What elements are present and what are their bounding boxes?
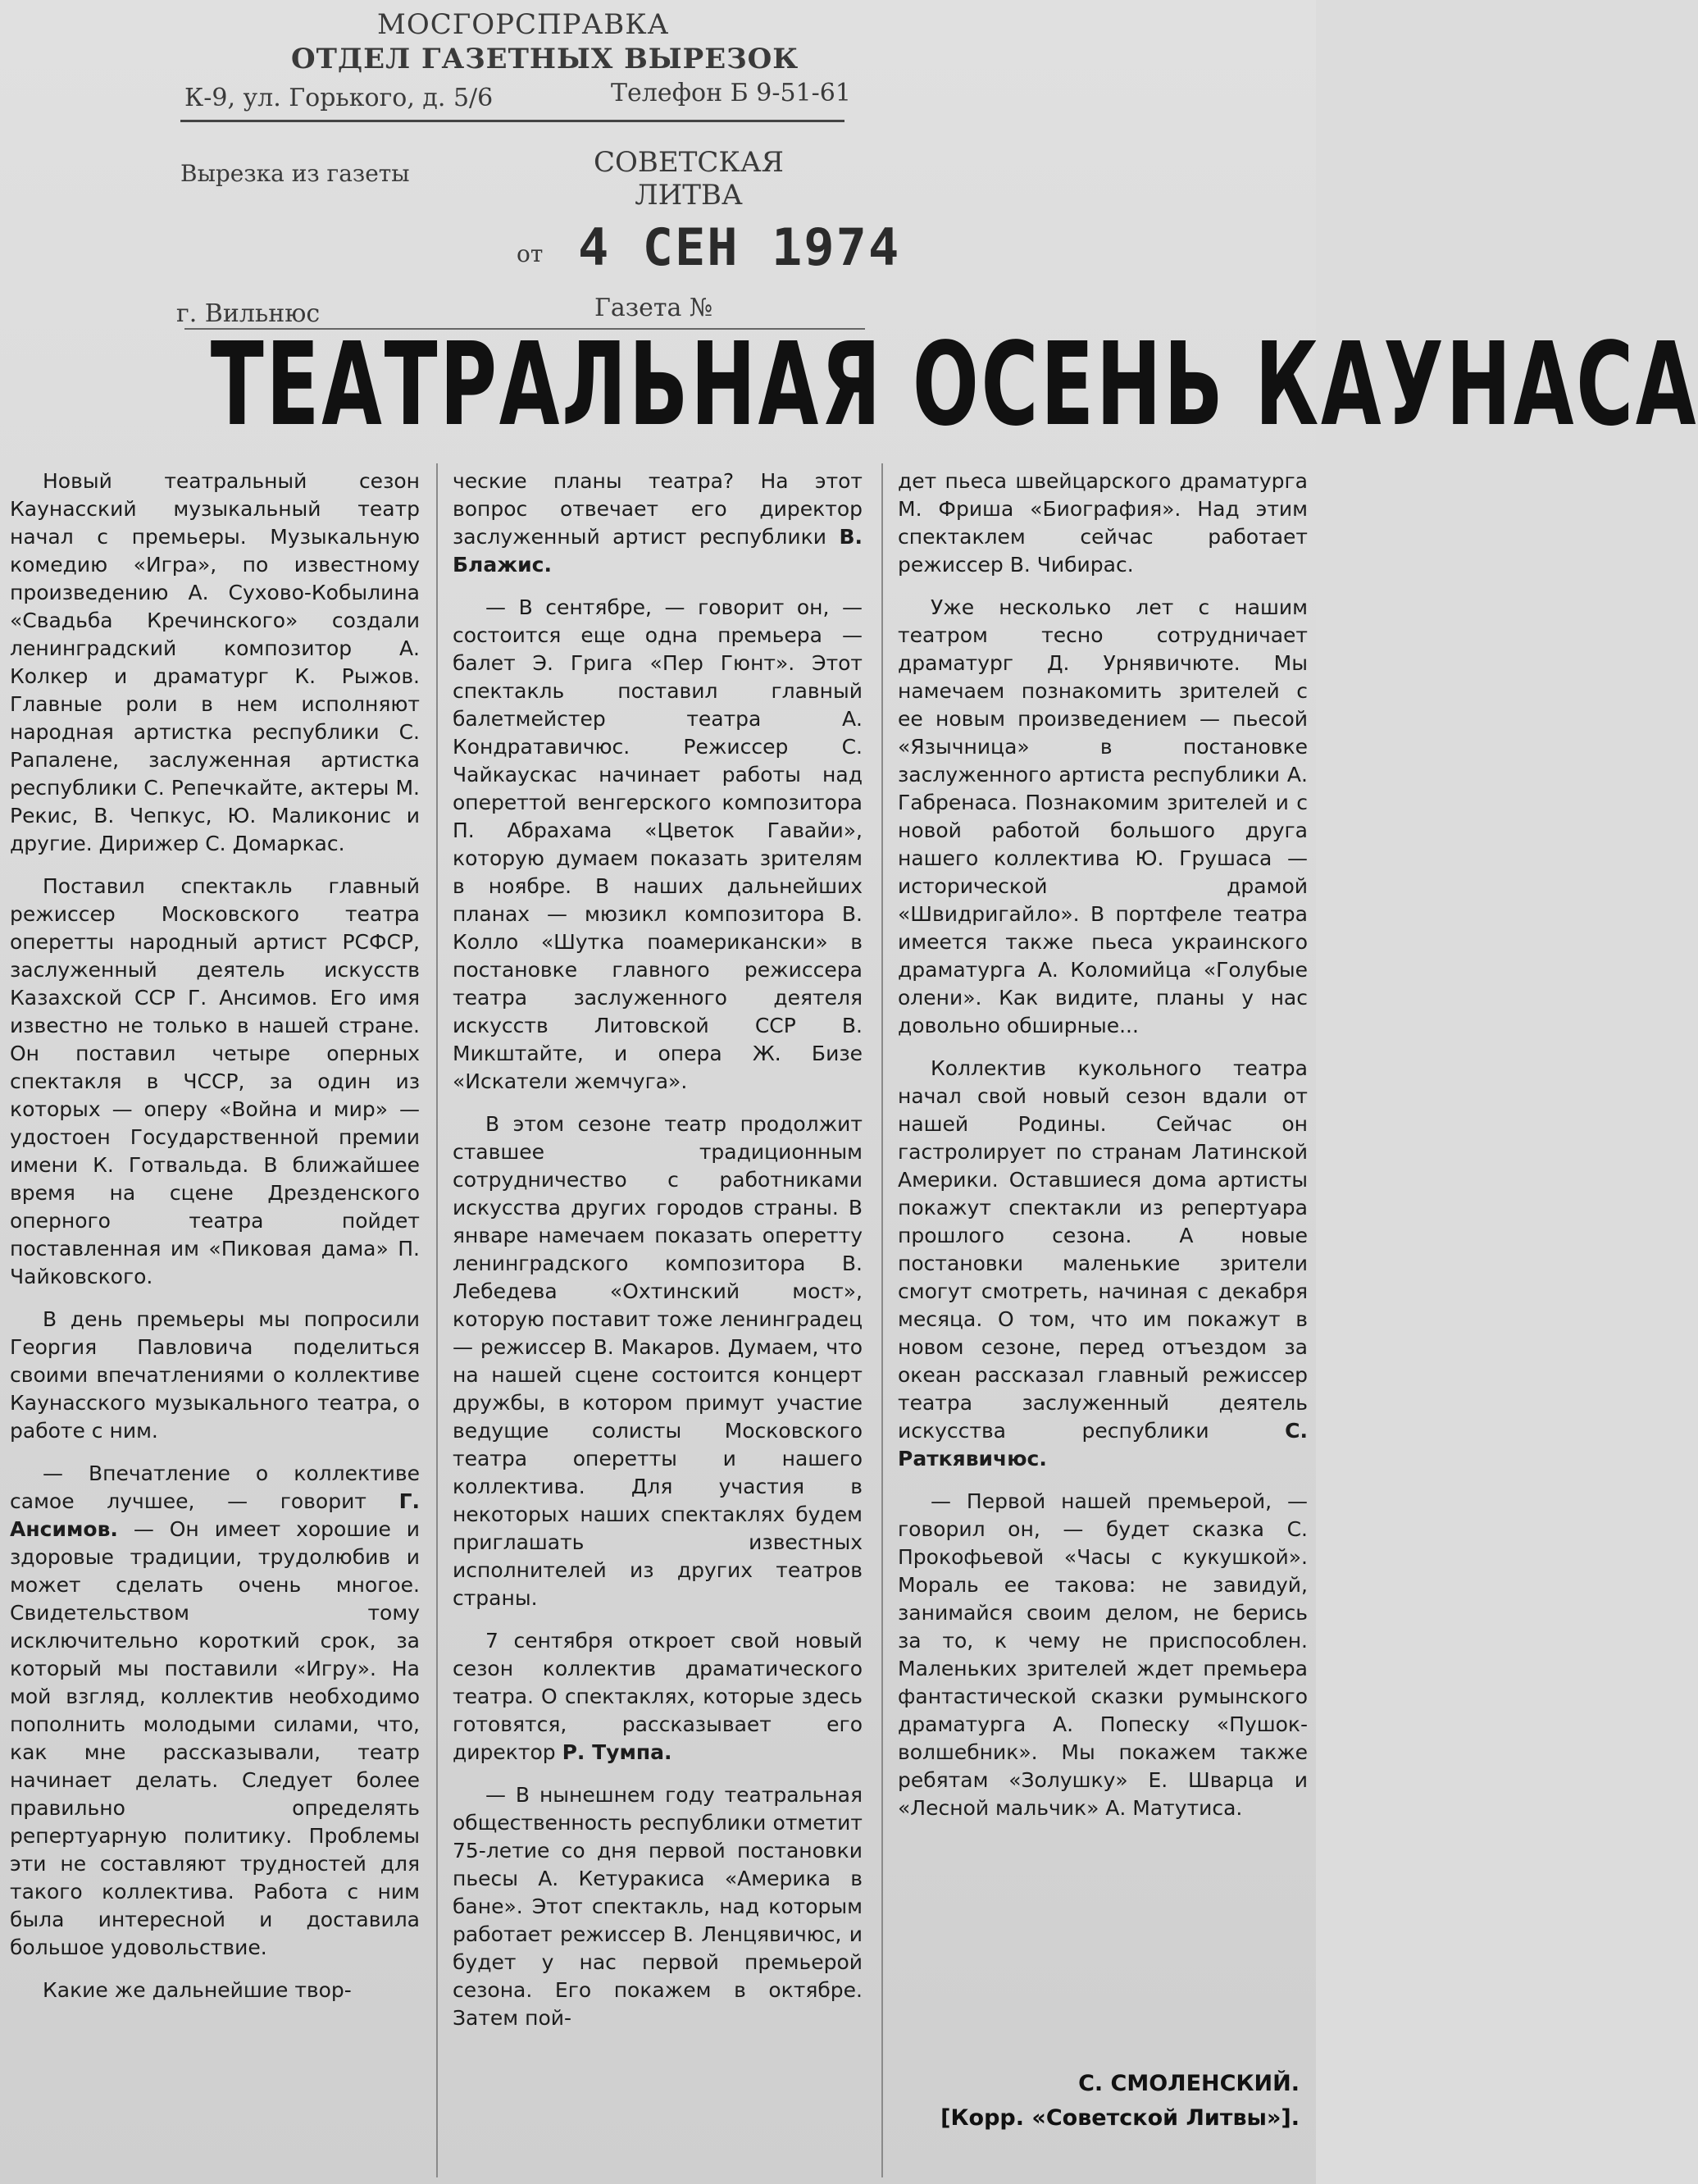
stamp-newspaper-name: СОВЕТСКАЯ ЛИТВА bbox=[594, 146, 784, 212]
quote-text: — Он имеет хорошие и здоровые традиции, трудолюбив и может сделать очень многое. Свидетельством тому исключительно короткий срок, за который мы поставили «Игру». На мой взгляд, коллектив необходимо пополнить молодыми силами, что, как мне рассказывали, театр начинает делать. Следует более правильно определять репертуарную политику. Проблемы эти не составляют трудностей для такого коллектива. Работа с ним была интересной и доставила большое удовольствие. bbox=[10, 1517, 421, 1959]
paragraph: В этом сезоне театр продолжит ставшее традиционным сотрудничество с работниками искусства других городов страны. В январе намечаем показать оперетту ленинградского композитора В. Лебедева «Охтинский мост», которую поставит тоже ленинградец — режиссер В. Макаров. Думаем, что на нашей сцене состоится концерт дружбы, в котором примут участие ведущие солисты Московского театра оперетты и нашего коллектива. Для участия в некоторых наших спектаклях будем приглашать известных исполнителей из других театров страны. bbox=[453, 1112, 863, 1610]
speaker-name: Р. Тумпа. bbox=[562, 1740, 672, 1764]
paragraph bbox=[898, 1055, 1308, 1473]
stamp-clipping-from: Вырезка из газеты bbox=[180, 160, 410, 187]
column-divider bbox=[881, 463, 883, 2177]
author-name: С. СМОЛЕНСКИЙ. bbox=[1078, 2071, 1300, 2096]
quote-intro: — Впечатление о коллективе самое лучшее, — говорит bbox=[10, 1461, 420, 1513]
speaker-name: С. Раткявичюс. bbox=[898, 1419, 1308, 1470]
paragraph: — В сентябре, — говорит он, — состоится еще одна премьера — балет Э. Грига «Пер Гюнт». Этот спектакль поставил главный балетмейстер театра А. Кондратавичюс. Режиссер С. Чайкаускас начинает работы над опереттой венгерского композитора П. Абрахама «Цветок Гавайи», которую думаем показать зрителям в ноябре. В наших дальнейших планах — мюзикл композитора В. Колло «Шутка поамерикански» в постановке главного режиссера театра заслуженного деятеля искусств Литовской ССР В. Микштайте, и опера Ж. Бизе «Искатели жемчуга». bbox=[453, 595, 863, 1093]
article-headline: ТЕАТРАЛЬНАЯ ОСЕНЬ КАУНАСА bbox=[210, 318, 1698, 452]
stamp-divider bbox=[180, 120, 844, 122]
paragraph: Какие же дальнейшие твор- bbox=[43, 1978, 352, 2002]
author-role: [Корр. «Советской Литвы»]. bbox=[940, 2105, 1300, 2131]
paragraph: Уже несколько лет с нашим театром тесно сотрудничает драматург Д. Урнявичюте. Мы намечаем познакомить зрителей с ее новым произведением — пьесой «Язычница» в постановке заслуженного артиста республики А. Габренаса. Познакомим зрителей и с новой работой большого друга нашего коллектива Ю. Грушаса — исторической драмой «Швидригайло». В портфеле театра имеется также пьеса украинского драматурга А. Коломийца «Голубые олени». Как видите, планы у нас довольно обширные... bbox=[898, 595, 1308, 1037]
paragraph bbox=[10, 1460, 420, 1962]
stamp-gazette-number: Газета № bbox=[594, 294, 713, 322]
paragraph-text: Коллектив кукольного театра начал свой новый сезон вдали от нашей Родины. Сейчас он гастролирует по странам Латинской Америки. Оставшиеся дома артисты покажут спектакли из репертуара прошлого сезона. А новые постановки маленькие зрители смогут смотреть, начиная с декабря месяца. О том, что им покажут в новом сезоне, перед отъездом за океан рассказал главный режиссер театра заслуженный деятель искусства республики bbox=[898, 1056, 1308, 1443]
paragraph: В день премьеры мы попросили Георгия Павловича поделиться своими впечатлениями о коллективе Каунасского музыкального театра, о работе с ним. bbox=[10, 1307, 420, 1443]
speaker-name: Г. Ансимов. bbox=[10, 1489, 420, 1541]
paragraph bbox=[453, 467, 863, 579]
stamp-dept: ОТДЕЛ ГАЗЕТНЫХ ВЫРЕЗОК bbox=[291, 43, 799, 75]
article-column-1 bbox=[10, 467, 420, 2019]
paragraph: Поставил спектакль главный режиссер Московского театра оперетты народный артист РСФСР, заслуженный деятель искусств Казахской ССР Г. Ансимов. Его имя известно не только в нашей стране. Он поставил четыре оперных спектакля в ЧССР, за один из которых — оперу «Война и мир» — удостоен Государственной премии имени К. Готвальда. В ближайшее время на сцене Дрезденского оперного театра пойдет поставленная им «Пиковая дама» П. Чайковского. bbox=[10, 874, 420, 1288]
stamp-phone: Телефон Б 9-51-61 bbox=[611, 79, 851, 107]
paragraph: — Первой нашей премьерой, — говорил он, — будет сказка С. Прокофьевой «Часы с кукушкой». Мораль ее такова: не завидуй, занимайся своим делом, не берись за то, к чему не приспособлен. Маленьких зрителей ждет премьера фантастической сказки румынского драматурга А. Попеску «Пушок-волшебник». Мы покажем также ребятам «Золушку» Е. Шварца и «Лесной мальчик» А. Матутиса. bbox=[898, 1489, 1308, 1820]
stamp-date-prefix: от bbox=[517, 240, 544, 267]
stamp-address: К-9, ул. Горького, д. 5/6 bbox=[184, 84, 494, 112]
paragraph-text: 7 сентября откроет свой новый сезон коллектив драматического театра. О спектаклях, которые здесь готовятся, рассказывает его директор bbox=[453, 1629, 863, 1764]
paragraph-text: ческие планы театра? На этот вопрос отвечает его директор заслуженный артист республики bbox=[453, 469, 863, 549]
paragraph: дет пьеса швейцарского драматурга М. Фриша «Биография». Над этим спектаклем сейчас работает режиссер В. Чибирас. bbox=[898, 469, 1308, 577]
article-column-2 bbox=[453, 467, 863, 2047]
stamp-city: г. Вильнюс bbox=[176, 299, 321, 328]
column-divider bbox=[436, 463, 438, 2177]
paragraph bbox=[453, 1627, 863, 1767]
paragraph: — В нынешнем году театральная общественность республики отметит 75-летие со дня первой постановки пьесы А. Кетуракиса «Америка в бане». Этот спектакль, над которым работает режиссер В. Ленцявичюс, и будет у нас первой премьерой сезона. Его покажем в октябре. Затем пой- bbox=[453, 1783, 863, 2030]
paragraph: Новый театральный сезон Каунасский музыкальный театр начал с премьеры. Музыкальную комедию «Игра», по известному произведению А. Сухово-Кобылина «Свадьба Кречинского» создали ленинградский композитор А. Колкер и драматург К. Рыжов. Главные роли в нем исполняют народная артистка республики С. Рапалене, заслуженная артистка республики С. Репечкайте, актеры М. Рекис, В. Чепкус, Ю. Маликонис и другие. Дирижер С. Домаркас. bbox=[10, 469, 420, 855]
stamp-date: 4 СЕН 1974 bbox=[578, 217, 901, 277]
article-column-3 bbox=[898, 467, 1308, 1837]
article-signature bbox=[940, 2067, 1300, 2136]
stamp-org: МОСГОРСПРАВКА bbox=[377, 8, 670, 41]
speaker-name: В. Блажис. bbox=[453, 525, 863, 577]
clipping-bureau-stamp bbox=[176, 8, 901, 328]
